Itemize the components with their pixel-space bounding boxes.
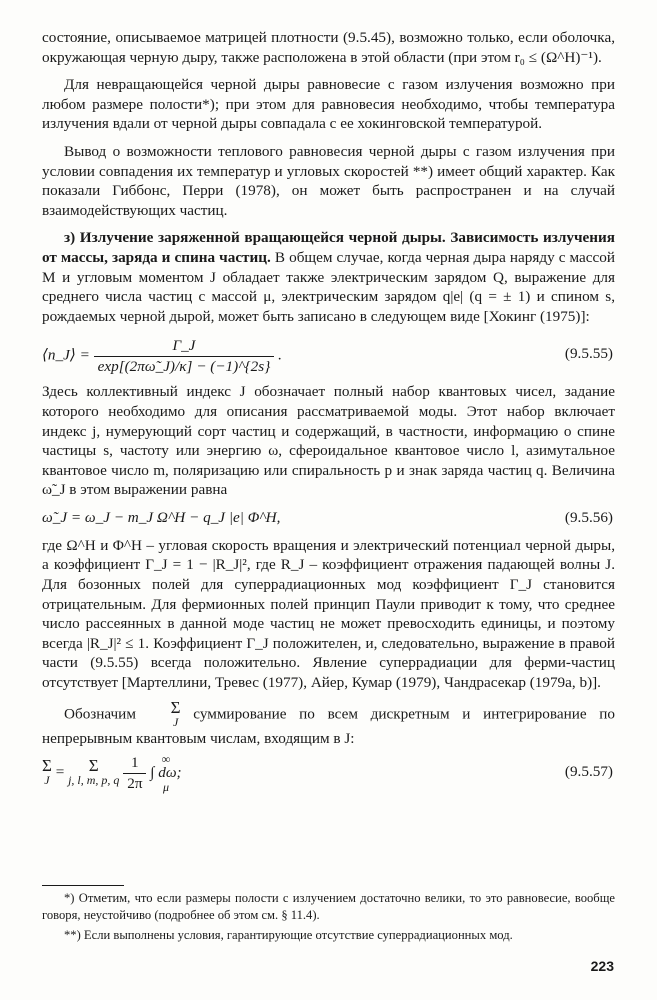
lhs-sum: [42, 756, 52, 788]
integral: [150, 752, 181, 794]
fraction-numerator: 1: [123, 753, 146, 774]
rhs-sum: [68, 756, 120, 788]
footnote: *) Отметим, что если размеры полости с излучением достаточно велики, то это равновесие, вообще говоря, неустойчиво (подробнее об этом см. § 11.4).: [42, 891, 615, 922]
equation-body: ω̃_J = ω_J − m_J Ω^H − q_J |e| Φ^H,: [42, 508, 281, 526]
equation-lhs: ⟨n_J⟩ =: [42, 346, 90, 364]
sum-index: J: [44, 773, 50, 788]
equation-fraction: [94, 336, 275, 376]
paragraph: состояние, описываемое матрицей плотности (9.5.45), возможно только, если оболочка, окружающая черную дыру, также расположена в этой области (при этом r₀ ≤ (Ω^H)⁻¹).: [42, 29, 615, 66]
footnote-rule: [42, 885, 124, 886]
equation-number: (9.5.57): [564, 763, 613, 781]
equals-sign: =: [55, 763, 65, 781]
equation-9-5-55: [42, 334, 615, 378]
footnote: **) Если выполнены условия, гарантирующие отсутствие суперрадиационных мод.: [64, 928, 513, 942]
integral-body: ∫ dω;: [150, 764, 182, 782]
equation-9-5-56: [42, 508, 615, 532]
equation-number: (9.5.55): [564, 345, 613, 363]
equation-fraction: [123, 753, 146, 793]
fraction-denominator: 2π: [127, 774, 143, 792]
sum-index: J: [172, 714, 179, 729]
equation-9-5-57: [42, 752, 615, 800]
paragraph: Для невращающейся черной дыры равновесие с газом излучения возможно при любом размере полости*); при этом для равновесия необходимо, чтобы температура излучения вдали от черной дыры совпадала с ее хокинговской температурой.: [42, 76, 615, 133]
paragraph: [42, 228, 615, 326]
sum-index: j, l, m, p, q: [68, 773, 120, 788]
sum-sign: Σ: [88, 756, 99, 776]
fraction-numerator: Γ_J: [94, 336, 275, 357]
paragraph: Здесь коллективный индекс J обозначает полный набор квантовых чисел, задание которого необходимо для описания рассматриваемой моды. Этот набор включает индекс j, нумерующий сорт частиц и содержащий, в частности, информацию о спине частицы s, частоту или энергию ω, сфероидальное квантовое число l, азимутальное квантовое число m, поляризацию или спиральность p и знак заряда частиц q. Величина ω̃_J в этом выражении равна: [42, 383, 615, 499]
paragraph-lead: Обозначим: [64, 705, 136, 723]
sum-sign: Σ: [170, 697, 181, 717]
main-text: [42, 28, 615, 804]
paragraph: [42, 697, 616, 749]
footnotes: [42, 885, 615, 947]
paragraph: где Ω^H и Φ^H – угловая скорость вращения и электрический потенциал черной дыры, а коэффициент Γ_J = 1 − |R_J|², где R_J – коэффициент отражения падающей волны J. Для бозонных полей для суперрадиационных мод коэффициент Γ_J становится отрицательным. Для фермионных полей принцип Паули приводит к тому, что среднее число рассеянных в данной моде частиц не может превосходить единицы, и поэтому всегда |R_J|² ≤ 1. Коэффициент Γ_J положителен, и, следовательно, выражение в правой части (9.5.55) всегда положительно. Явление суперрадиации для ферми-частиц отсутствует [Мартеллини, Тревес (1977), Айер, Кумар (1979), Чандрасекар (1979a, b)].: [42, 536, 615, 692]
page-number: 223: [590, 958, 614, 974]
fraction-denominator: exp[(2πω̃_J)/κ] − (−1)^{2s}: [97, 357, 271, 375]
section-heading: з) Излучение заряженной вращающейся черной дыры. Зависимость излучения от массы, заряда и спина частиц.: [42, 229, 615, 266]
paragraph: Вывод о возможности теплового равновесия черной дыры с газом излучения при условии совпадения их температур и угловых скоростей **) имеет общий характер. Как показали Гиббонс, Перри (1978), он может быть распространен и на случай взаимодействующих частиц.: [42, 142, 615, 219]
integral-upper-limit: ∞: [161, 752, 171, 767]
sum-sign: Σ: [42, 756, 52, 776]
integral-lower-limit: μ: [162, 780, 169, 795]
paragraph-body: В общем случае, когда черная дыра наряду с массой M и угловым моментом J обладает также электрическим зарядом Q, выражение для среднего числа частиц с массой μ, электрическим зарядом q|e| (q = ± 1) и спином s, рождаемых черной дырой, может быть записано в следующем виде [Хокинг (1975)]:: [42, 248, 615, 325]
equation-tail: .: [278, 346, 282, 364]
inline-sum-symbol: [149, 697, 181, 729]
equation-number: (9.5.56): [564, 508, 613, 526]
paragraph-body: суммирование по всем дискретным и интегрирование по непрерывным квантовым числам, входящим в J:: [42, 705, 616, 747]
